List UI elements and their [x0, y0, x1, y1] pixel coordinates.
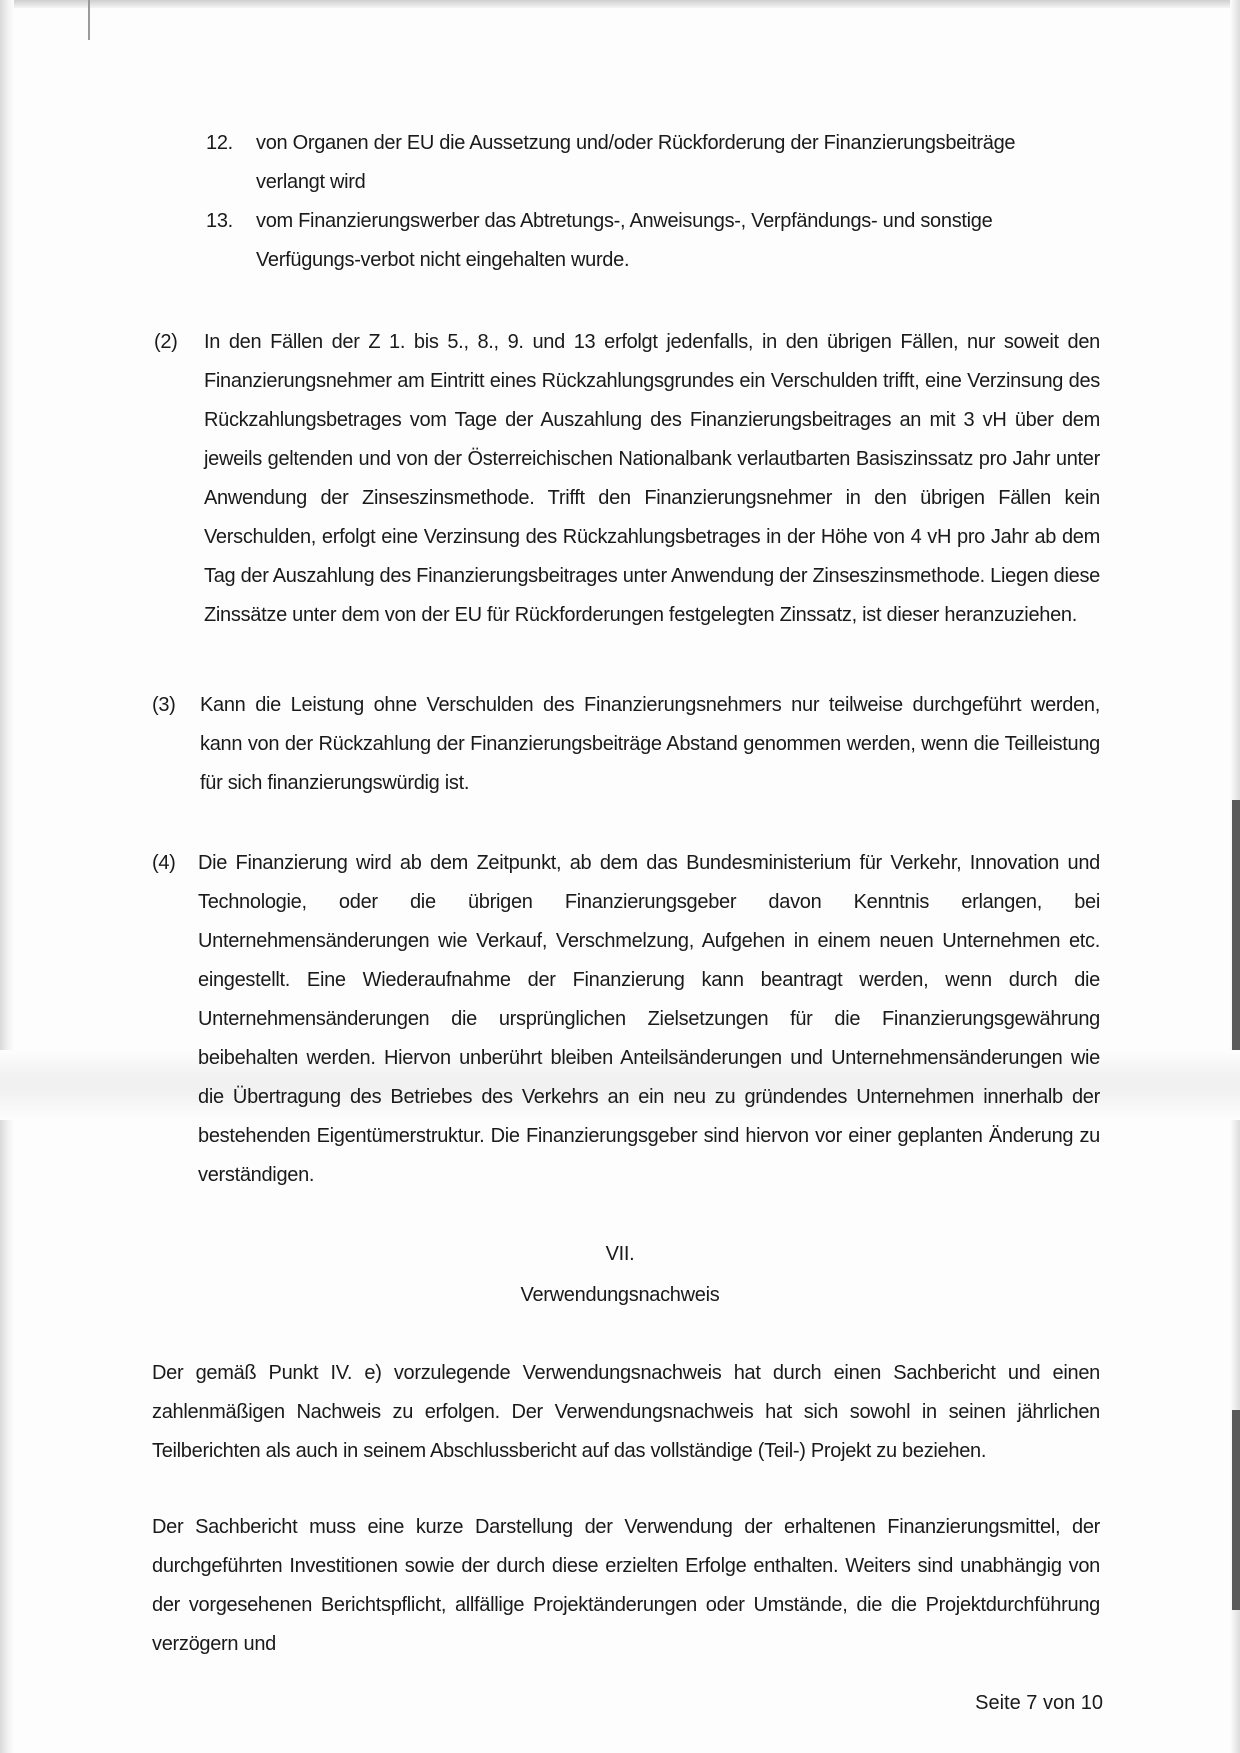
paragraph-text: Kann die Leistung ohne Verschulden des Finanzierungsnehmers nur teilweise durchgeführt werden, kann von der Rückzahlung der Finanzierungsbeiträge Abstand genommen werden, wenn die Teilleistung für sich finanzierungswürdig ist.	[200, 694, 1100, 794]
paragraph-text: In den Fällen der Z 1. bis 5., 8., 9. und 13 erfolgt jedenfalls, in den übrigen Fällen, nur soweit den Finanzierungsnehmer am Eintritt eines Rückzahlungsgrundes ein Verschulden trifft, eine Verzinsung des Rückzahlungsbetrages vom Tage der Auszahlung des Finanzierungsbeitrages an mit 3 vH über dem jeweils geltenden und von der Österreichischen Nationalbank verlautbarten Basiszinssatz pro Jahr unter Anwendung der Zinseszinsmethode. Trifft den Finanzierungsnehmer in den übrigen Fällen kein Verschulden, erfolgt eine Verzinsung des Rückzahlungsbetrages in der Höhe von 4 vH pro Jahr ab dem Tag der Auszahlung des Finanzierungsbeitrages unter Anwendung der Zinseszinsmethode. Liegen diese Zinssätze unter dem von der EU für Rückforderungen festgelegten Zinssatz, ist dieser heranzuziehen.	[204, 331, 1100, 626]
list-item-number: 12.	[206, 132, 233, 154]
paragraph-number: (2)	[154, 331, 178, 353]
scan-mark	[1232, 1410, 1240, 1610]
list-item-number: 13.	[206, 210, 233, 232]
paragraph-2	[154, 323, 1100, 635]
scan-mark	[1232, 800, 1240, 1060]
scan-edge-top	[0, 0, 1240, 8]
section-paragraph: Der Sachbericht muss eine kurze Darstellung der Verwendung der erhaltenen Finanzierungsmittel, der durchgeführten Investitionen sowie der durch diese erzielten Erfolge enthalten. Weiters sind unabhängig von der vorgesehenen Berichtspflicht, allfällige Projektänderungen oder Umstände, die die Projektdurchführung verzögern und	[152, 1516, 1100, 1655]
section-number: VII.	[605, 1243, 635, 1265]
scan-mark	[88, 0, 90, 40]
paragraph-4	[152, 844, 1100, 1195]
paragraph-number: (3)	[152, 694, 176, 716]
list-item-text: vom Finanzierungswerber das Abtretungs-, Anweisungs-, Verpfändungs- und sonstige Verfügungs-verbot nicht eingehalten wurde.	[256, 210, 993, 271]
paragraph-number: (4)	[152, 852, 176, 874]
paragraph-3	[152, 686, 1100, 803]
list-item-text: von Organen der EU die Aussetzung und/oder Rückforderung der Finanzierungsbeiträge verlangt wird	[256, 132, 1016, 193]
list-item	[206, 202, 1086, 280]
paragraph-text: Die Finanzierung wird ab dem Zeitpunkt, ab dem das Bundesministerium für Verkehr, Innovation und Technologie, oder die übrigen Finanzierungsgeber davon Kenntnis erlangen, bei Unternehmensänderungen wie Verkauf, Verschmelzung, Aufgehen in einem neuen Unternehmen etc. eingestellt. Eine Wiederaufnahme der Finanzierung kann beantragt werden, wenn durch die Unternehmensänderungen die ursprünglichen Zielsetzungen für die Finanzierungsgewährung beibehalten werden. Hiervon unberührt bleiben Anteilsänderungen und Unternehmensänderungen wie die Übertragung des Betriebes des Verkehrs an ein neu zu gründendes Unternehmen innerhalb der bestehenden Eigentümerstruktur. Die Finanzierungsgeber sind hiervon vor einer geplanten Änderung zu verständigen.	[198, 852, 1100, 1186]
page-number: Seite 7 von 10	[975, 1692, 1103, 1714]
list-item	[206, 124, 1086, 202]
scan-edge-left	[0, 0, 14, 1753]
section-title: Verwendungsnachweis	[520, 1284, 720, 1306]
section-paragraph: Der gemäß Punkt IV. e) vorzulegende Verwendungsnachweis hat durch einen Sachbericht und einen zahlenmäßigen Nachweis zu erfolgen. Der Verwendungsnachweis hat sich sowohl in seinen jährlichen Teilberichten als auch in seinem Abschlussbericht auf das vollständige (Teil-) Projekt zu beziehen.	[152, 1362, 1100, 1462]
